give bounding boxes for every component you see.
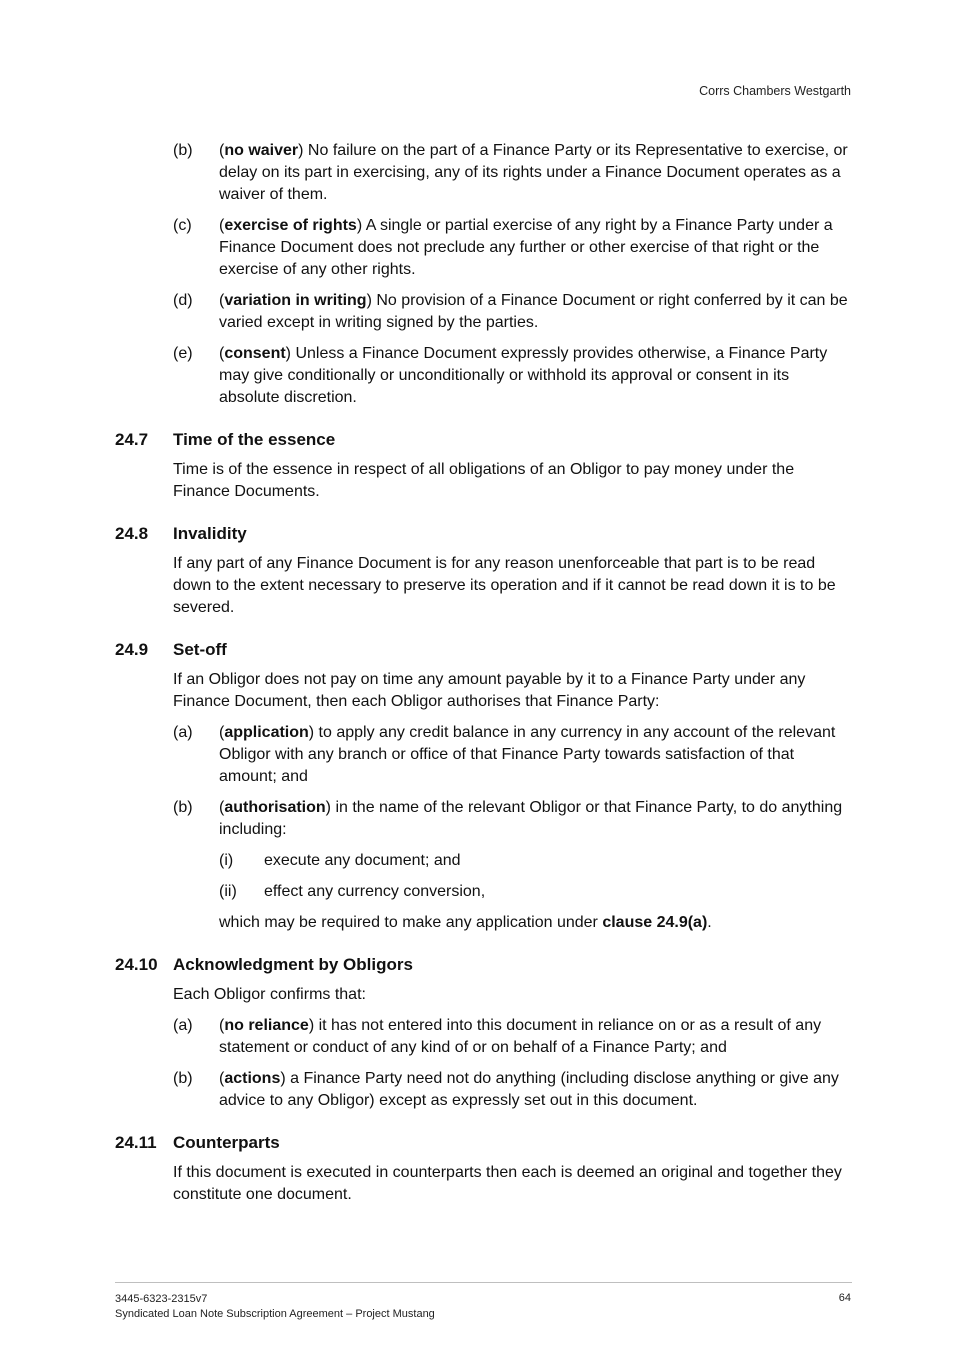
section-body: If an Obligor does not pay on time any amount payable by it to a Finance Party under any Finance Document, then each Obligor authorises that Finance Party: [173,671,806,710]
closing-text: which may be required to make any application under clause 24.9(a). [219,914,712,931]
section-title: Acknowledgment by Obligors [173,955,413,974]
section-number: 24.9 [115,640,149,659]
item-label: (a) [173,1017,193,1034]
item-text: (consent) Unless a Finance Document expressly provides otherwise, a Finance Party may give conditionally or unconditionally or withhold its approval or consent in its absolute discretion. [219,345,828,406]
section-heading-24-9 [0,638,964,662]
clause-subitem [0,850,964,872]
item-keyword: actions [224,1070,281,1087]
section-title: Time of the essence [173,430,336,449]
section-body: Each Obligor confirms that: [173,986,366,1003]
clause-item [0,1015,964,1059]
section-heading-24-10 [0,953,964,977]
item-label: (d) [173,292,193,309]
section-title: Counterparts [173,1133,280,1152]
item-text: (authorisation) in the name of the relevant Obligor or that Finance Party, to do anything including: [219,799,843,838]
clause-item [0,722,964,788]
page-content [0,140,964,1215]
item-keyword: variation in writing [224,292,367,309]
section-number: 24.8 [115,524,149,543]
item-keyword: authorisation [224,799,326,816]
item-keyword: no waiver [224,142,299,159]
item-text: (variation in writing) No provision of a Finance Document or right conferred by it can be varied except in writing signed by the parties. [219,292,848,331]
item-keyword: application [224,724,309,741]
section-title: Set-off [173,640,227,659]
footer-doc-title: Syndicated Loan Note Subscription Agreement – Project Mustang [115,1308,435,1320]
section-number: 24.11 [115,1133,157,1152]
clause-subitem [0,881,964,903]
subitem-text: effect any currency conversion, [264,883,486,900]
item-text: (no reliance) it has not entered into this document in reliance on or as a result of any statement or conduct of any kind of or on behalf of a Finance Party; and [219,1017,822,1056]
item-label: (a) [173,724,193,741]
section-heading-24-11 [0,1131,964,1155]
item-label: (b) [173,142,193,159]
item-label: (b) [173,1070,193,1087]
subitem-label: (i) [219,852,234,869]
item-text: (actions) a Finance Party need not do anything (including disclose anything or give any advice to any Obligor) except as expressly set out in this document. [219,1070,839,1109]
section-body: Time is of the essence in respect of all obligations of an Obligor to pay money under the Finance Documents. [173,461,795,500]
page-number: 64 [838,1292,851,1304]
item-label: (b) [173,799,193,816]
footer-doc-id: 3445-6323-2315v7 [115,1293,208,1305]
section-heading-24-7 [0,428,964,452]
clause-item [0,215,964,281]
section-number: 24.7 [115,430,149,449]
subitem-label: (ii) [219,883,237,900]
section-title: Invalidity [173,524,247,543]
footer-doc-info [115,1292,435,1322]
clause-item [0,1068,964,1112]
clause-item [0,343,964,409]
item-keyword: exercise of rights [224,217,357,234]
section-heading-24-8 [0,522,964,546]
item-keyword: consent [224,345,286,362]
item-text: (no waiver) No failure on the part of a Finance Party or its Representative to exercise, or delay on its part in exercising, any of its rights under a Finance Document operates as a waiver of them. [219,142,848,203]
footer-divider [115,1282,852,1283]
item-text: (application) to apply any credit balance in any currency in any account of the relevant Obligor with any branch or office of that Finance Party towards satisfaction of that amount; and [219,724,836,785]
item-keyword: no reliance [224,1017,309,1034]
clause-item [0,140,964,206]
item-label: (e) [173,345,193,362]
section-body: If any part of any Finance Document is for any reason unenforceable that part is to be read down to the extent necessary to preserve its operation and if it cannot be read down it is to be severed. [173,555,836,616]
item-label: (c) [173,217,192,234]
header-firm-name: Corrs Chambers Westgarth [699,84,851,98]
subitem-text: execute any document; and [264,852,461,869]
clause-item [0,290,964,334]
item-text: (exercise of rights) A single or partial exercise of any right by a Finance Party under a Finance Document does not preclude any further or other exercise of that right or the exercise of any other rights. [219,217,833,278]
section-number: 24.10 [115,955,158,974]
clause-reference: clause 24.9(a) [602,914,708,931]
section-body: If this document is executed in counterparts then each is deemed an original and together they constitute one document. [173,1164,842,1203]
clause-item [0,797,964,841]
